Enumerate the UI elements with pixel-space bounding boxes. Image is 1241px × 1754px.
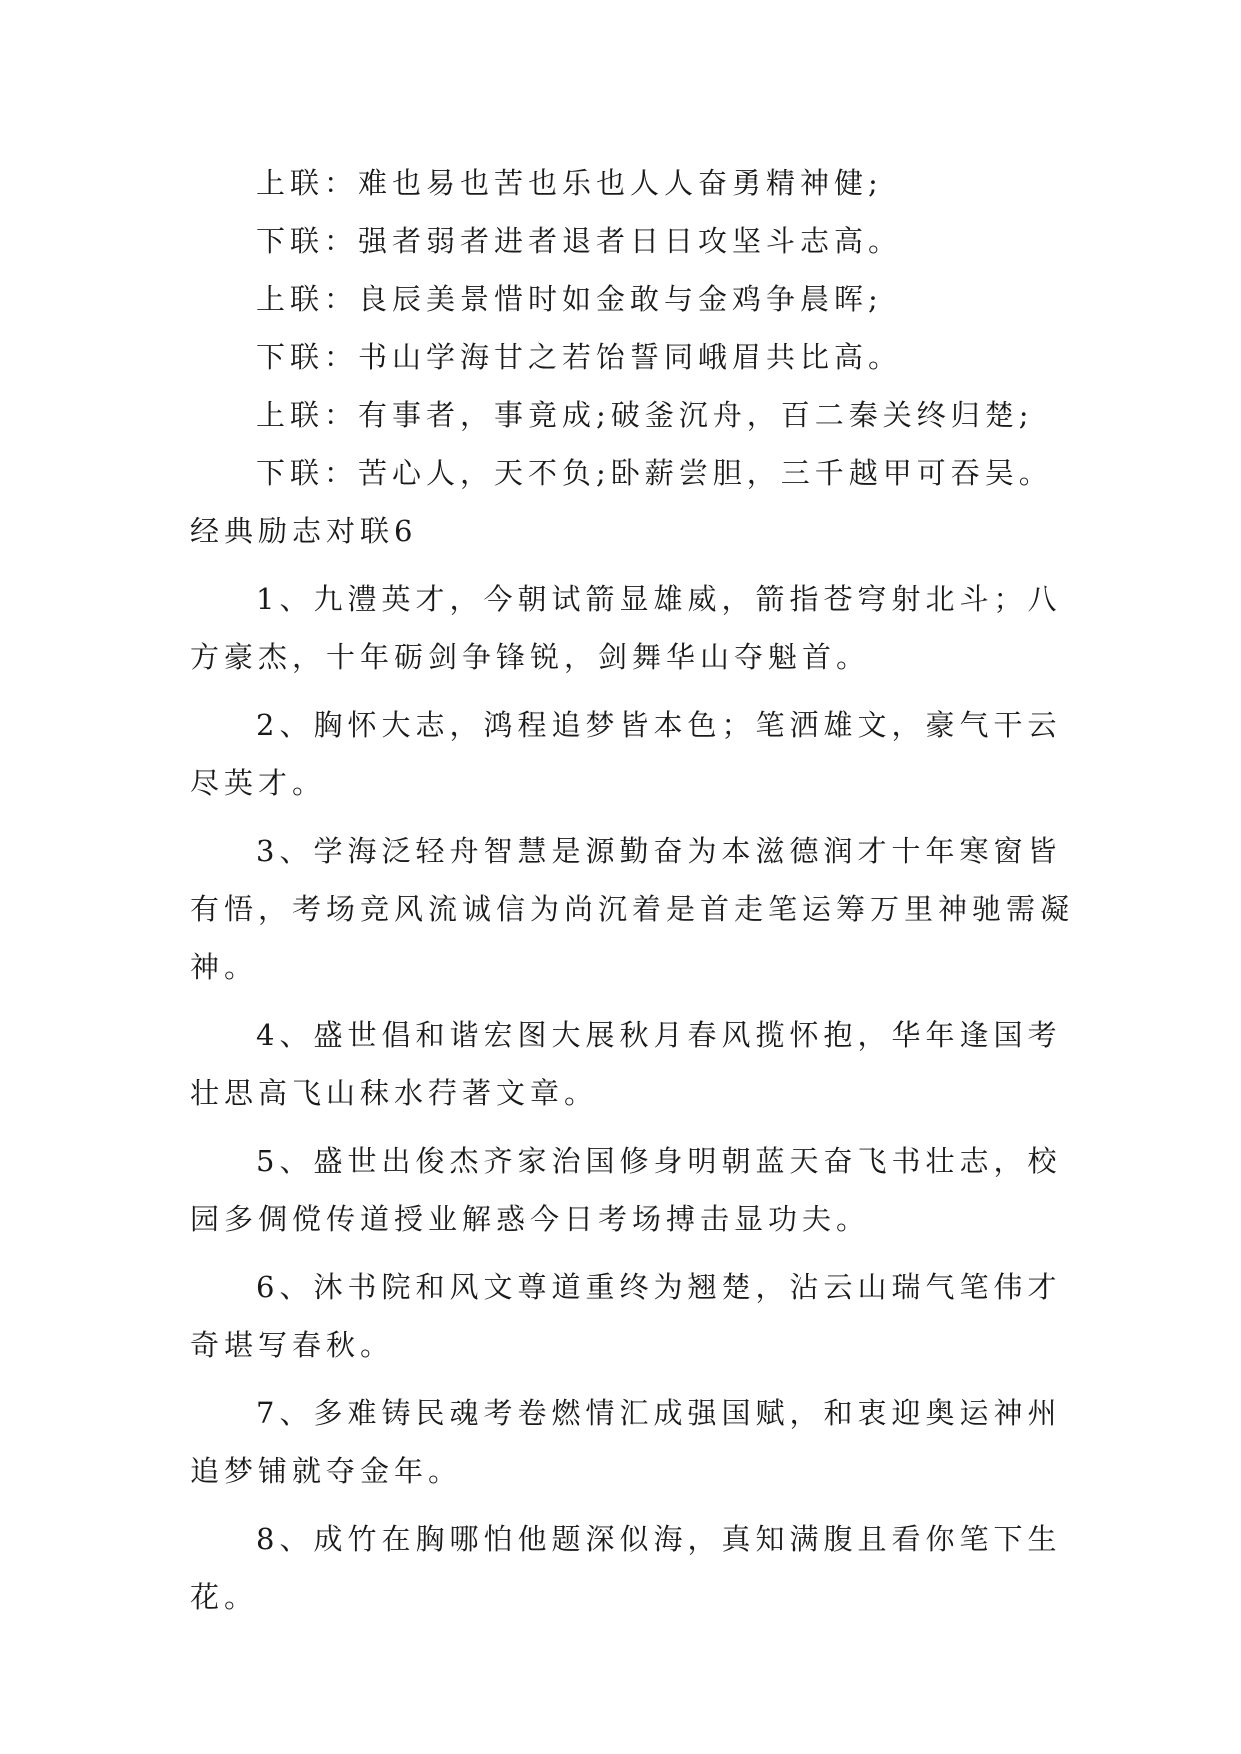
list-item [190,570,1062,686]
couplet-line: 上联：良辰美景惜时如金敢与金鸡争晨晖; [256,282,883,316]
list-item-line: 花。 [190,1580,259,1614]
list-item-line: 5、盛世出俊杰齐家治国修身明朝蓝天奋飞书壮志，校 [256,1144,1062,1178]
couplet-line: 下联：苦心人，天不负;卧薪尝胆，三千越甲可吞吴。 [256,456,1053,490]
couplet-list [190,154,1053,502]
list-item-line: 6、沐书院和风文尊道重终为翘楚，沾云山瑞气笔伟才 [256,1270,1062,1304]
list-item-line: 奇堪写春秋。 [190,1328,395,1362]
couplet-line: 下联：强者弱者进者退者日日攻坚斗志高。 [256,224,903,258]
list-item-line: 壮思高飞山秣水荇著文章。 [190,1076,599,1110]
list-item-line: 神。 [190,950,259,984]
list-item [190,1258,1062,1374]
couplet-line: 上联：有事者，事竟成;破釜沉舟，百二秦关终归楚; [256,398,1034,432]
list-item [190,1006,1062,1122]
list-item-line: 有悟，考场竞风流诚信为尚沉着是首走笔运筹万里神驰需凝 [190,892,1075,926]
list-item-line: 2、胸怀大志，鸿程追梦皆本色；笔洒雄文，豪气干云 [256,708,1062,742]
list-item-line: 尽英才。 [190,766,327,800]
list-item-line: 7、多难铸民魂考卷燃情汇成强国赋，和衷迎奥运神州 [256,1396,1062,1430]
list-item-line: 方豪杰，十年砺剑争锋锐，剑舞华山夺魁首。 [190,640,871,674]
list-item-line: 8、成竹在胸哪怕他题深似海，真知满腹且看你笔下生 [256,1522,1062,1556]
document-body [190,154,1075,1636]
couplet-line: 上联：难也易也苦也乐也人人奋勇精神健; [256,166,883,200]
list-item [190,1510,1062,1626]
list-item-line: 追梦铺就夺金年。 [190,1454,463,1488]
list-item [190,1384,1062,1500]
list-item-line: 1、九澧英才，今朝试箭显雄威，箭指苍穹射北斗；八 [256,582,1062,616]
list-item-line: 4、盛世倡和谐宏图大展秋月春风揽怀抱，华年逢国考 [256,1018,1062,1052]
list-item-line: 3、学海泛轻舟智慧是源勤奋为本滋德润才十年寒窗皆 [256,834,1062,868]
list-item [190,822,1075,996]
section-heading: 经典励志对联6 [190,514,418,548]
list-item [190,1132,1062,1248]
couplet-line: 下联：书山学海甘之若饴誓同峨眉共比高。 [256,340,903,374]
list-item-line: 园多倜傥传道授业解惑今日考场搏击显功夫。 [190,1202,871,1236]
list-item [190,696,1062,812]
